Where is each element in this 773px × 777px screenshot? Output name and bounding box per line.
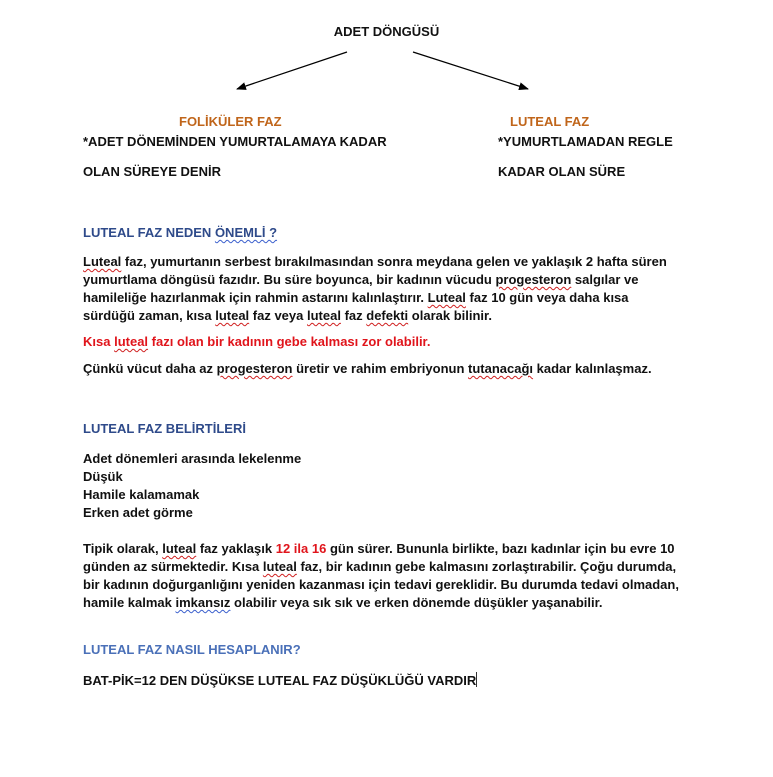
text-run: üretir ve rahim embriyonun <box>292 361 469 376</box>
section-heading-why-important <box>83 225 277 240</box>
follicular-phase-desc-line1: *ADET DÖNEMİNDEN YUMURTALAMAYA KADAR <box>83 134 387 149</box>
paragraph-luteal-definition <box>83 253 683 325</box>
symptom-item: Hamile kalamamak <box>83 487 200 502</box>
text-cursor <box>476 672 477 687</box>
paragraph-typical-duration <box>83 540 693 612</box>
text-run: kadar kalınlaşmaz. <box>533 361 652 376</box>
spellcheck-word: progesteron <box>495 272 572 287</box>
formula-line[interactable] <box>83 672 477 688</box>
symptom-list <box>83 450 683 522</box>
text-run: faz <box>340 308 367 323</box>
grammar-check-word: imkansız <box>175 595 231 610</box>
text-run: fazı olan bir kadının gebe kalması zor olabilir. <box>148 334 431 349</box>
heading-text-spellchecked: ÖNEMLİ ? <box>214 225 278 240</box>
spellcheck-word: luteal <box>215 308 250 323</box>
section-heading-calculation: LUTEAL FAZ NASIL HESAPLANIR? <box>83 642 301 657</box>
spellcheck-word: luteal <box>307 308 341 323</box>
paragraph-reason <box>83 360 723 378</box>
luteal-phase-label: LUTEAL FAZ <box>510 114 590 129</box>
text-run: faz, yumurtanın serbest bırakılmasından sonra meydana gelen ve yaklaşık 2 hafta süren yumurtlama döngüsü fazıdır. Bu süre boyunca, bir kadının vücudu <box>83 254 667 287</box>
spellcheck-word: Luteal <box>427 290 466 305</box>
arrow-left <box>237 52 347 89</box>
warning-text <box>83 333 683 351</box>
section-heading-symptoms: LUTEAL FAZ BELİRTİLERİ <box>83 421 246 436</box>
text-run: faz yaklaşık <box>196 541 276 556</box>
text-run: faz, bir kadının gebe kalmasını zorlaştırabilir. Çoğu durumda, bir kadının doğurganlığını yeniden kazanması için tedavi gereklidir. Bu durumda tedavi olmadan, hamile kalmak <box>83 559 679 610</box>
symptom-item: Erken adet görme <box>83 505 193 520</box>
luteal-phase-desc-line1: *YUMURTLAMADAN REGLE <box>498 134 673 149</box>
text-run: Kısa <box>83 334 115 349</box>
symptom-item: Adet dönemleri arasında lekelenme <box>83 451 302 466</box>
spellcheck-word: luteal <box>114 334 149 349</box>
spellcheck-word: tutanacağı <box>468 361 534 376</box>
follicular-phase-desc-line2: OLAN SÜREYE DENİR <box>83 164 221 179</box>
arrow-right <box>413 52 528 89</box>
text-run: olabilir veya sık sık ve erken dönemde düşükler yaşanabilir. <box>230 595 603 610</box>
document-title: ADET DÖNGÜSÜ <box>333 24 440 39</box>
text-run: gün sürer. Bununla birlikte, bazı kadınlar için bu evre 10 günden az sürmektedir. Kısa <box>83 541 675 574</box>
highlighted-duration: 12 ila 16 <box>275 541 327 556</box>
text-run: faz veya <box>249 308 307 323</box>
spellcheck-word: luteal <box>162 541 197 556</box>
text-run: Çünkü vücut daha az <box>83 361 217 376</box>
text-run: salgılar ve hamileliğe hazırlanmak için rahmin astarını kalınlaştırır. <box>83 272 639 305</box>
heading-text: LUTEAL FAZ NEDEN <box>83 225 215 240</box>
symptom-item: Düşük <box>83 469 123 484</box>
luteal-phase-desc-line2: KADAR OLAN SÜRE <box>498 164 626 179</box>
spellcheck-word: luteal <box>262 559 297 574</box>
text-run: faz 10 gün veya daha kısa sürdüğü zaman, kısa <box>83 290 629 323</box>
text-run: Tipik olarak, <box>83 541 163 556</box>
spellcheck-word: defekti <box>366 308 409 323</box>
diagram-arrows <box>0 0 773 120</box>
text-run: olarak bilinir. <box>408 308 492 323</box>
formula-text: BAT-PİK=12 DEN DÜŞÜKSE LUTEAL FAZ DÜŞÜKLÜĞÜ VARDIR <box>83 673 477 688</box>
spellcheck-word: progesteron <box>216 361 293 376</box>
spellcheck-word: Luteal <box>83 254 122 269</box>
follicular-phase-label: FOLİKÜLER FAZ <box>179 114 282 129</box>
